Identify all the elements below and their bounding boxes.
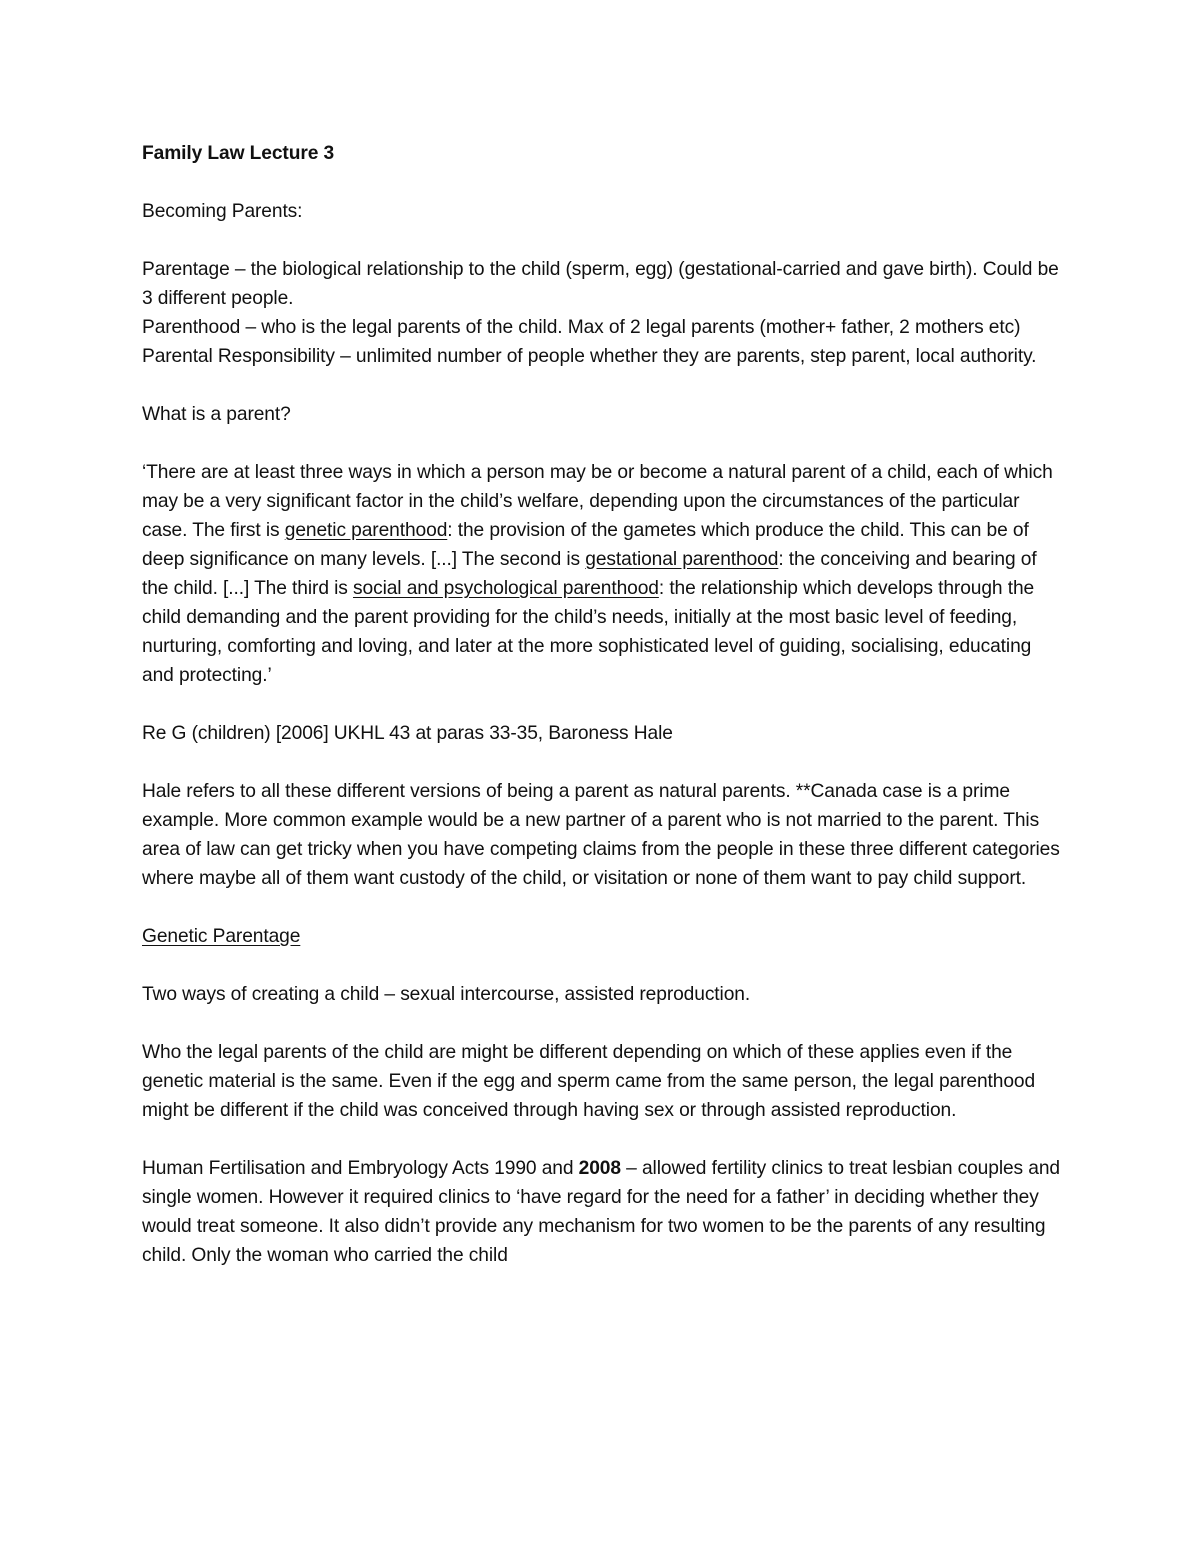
ways-paragraph: Two ways of creating a child – sexual intercourse, assisted reproduction. (142, 984, 751, 1005)
subheading: Becoming Parents: (142, 201, 303, 222)
quote-text: : the relationship which develops through the child demanding and the parent providing for the child’s needs, initially at the most basic level of feeding, nurturing, comforting and loving, and later at the more sophisticated level of guiding, socialising, educating and protecting.’ (142, 578, 1035, 686)
document-body (142, 139, 1062, 1270)
definition-parenthood: Parenthood – who is the legal parents of the child. Max of 2 legal parents (mother+ father, 2 mothers etc) (142, 317, 1021, 338)
quote-text: : the conceiving and bearing of the child. [...] The third is (142, 549, 1037, 599)
legal-parents-paragraph: Who the legal parents of the child are might be different depending on which of these applies even if the genetic material is the same. Even if the egg and sperm came from the same person, the legal parenthood might be different if the child was conceived through having sex or through assisted reproduction. (142, 1042, 1036, 1121)
hfea-text: – allowed fertility clinics to treat lesbian couples and single women. However it required clinics to ‘have regard for the need for a father’ in deciding whether they would treat someone. It also didn’t provide any mechanism for two women to be the parents of any resulting child. Only the woman who carried the child (142, 1158, 1060, 1266)
term-genetic-parenthood: genetic parenthood (284, 520, 448, 541)
hfea-paragraph (142, 1154, 1062, 1270)
quote-paragraph (142, 458, 1062, 690)
citation: Re G (children) [2006] UKHL 43 at paras 33-35, Baroness Hale (142, 723, 673, 744)
hale-paragraph: Hale refers to all these different versions of being a parent as natural parents. **Canada case is a prime example. More common example would be a new partner of a parent who is not married to the parent. This area of law can get tricky when you have competing claims from the people in these three different categories where maybe all of them want custody of the child, or visitation or none of them want to pay child support. (142, 781, 1060, 889)
quote-text: : the provision of the gametes which produce the child. This can be of deep significance on many levels. [...] The second is (142, 520, 1029, 570)
definition-parental-responsibility: Parental Responsibility – unlimited number of people whether they are parents, step parent, local authority. (142, 346, 1037, 367)
quote-text: ‘There are at least three ways in which a person may be or become a natural parent of a child, each of which may be a very significant factor in the child’s welfare, depending upon the circumstances of the particular case. The first is (142, 462, 1053, 541)
term-social-psychological-parenthood: social and psychological parenthood (353, 578, 659, 599)
hfea-text: Human Fertilisation and Embryology Acts 1990 and (142, 1158, 579, 1179)
question: What is a parent? (142, 404, 291, 425)
document-title: Family Law Lecture 3 (142, 143, 335, 164)
hfea-year: 2008 (578, 1158, 621, 1179)
term-gestational-parenthood: gestational parenthood (585, 549, 779, 570)
definition-parentage: Parentage – the biological relationship to the child (sperm, egg) (gestational-carried and gave birth). Could be 3 different people. (142, 259, 1059, 309)
section-heading: Genetic Parentage (142, 926, 301, 947)
